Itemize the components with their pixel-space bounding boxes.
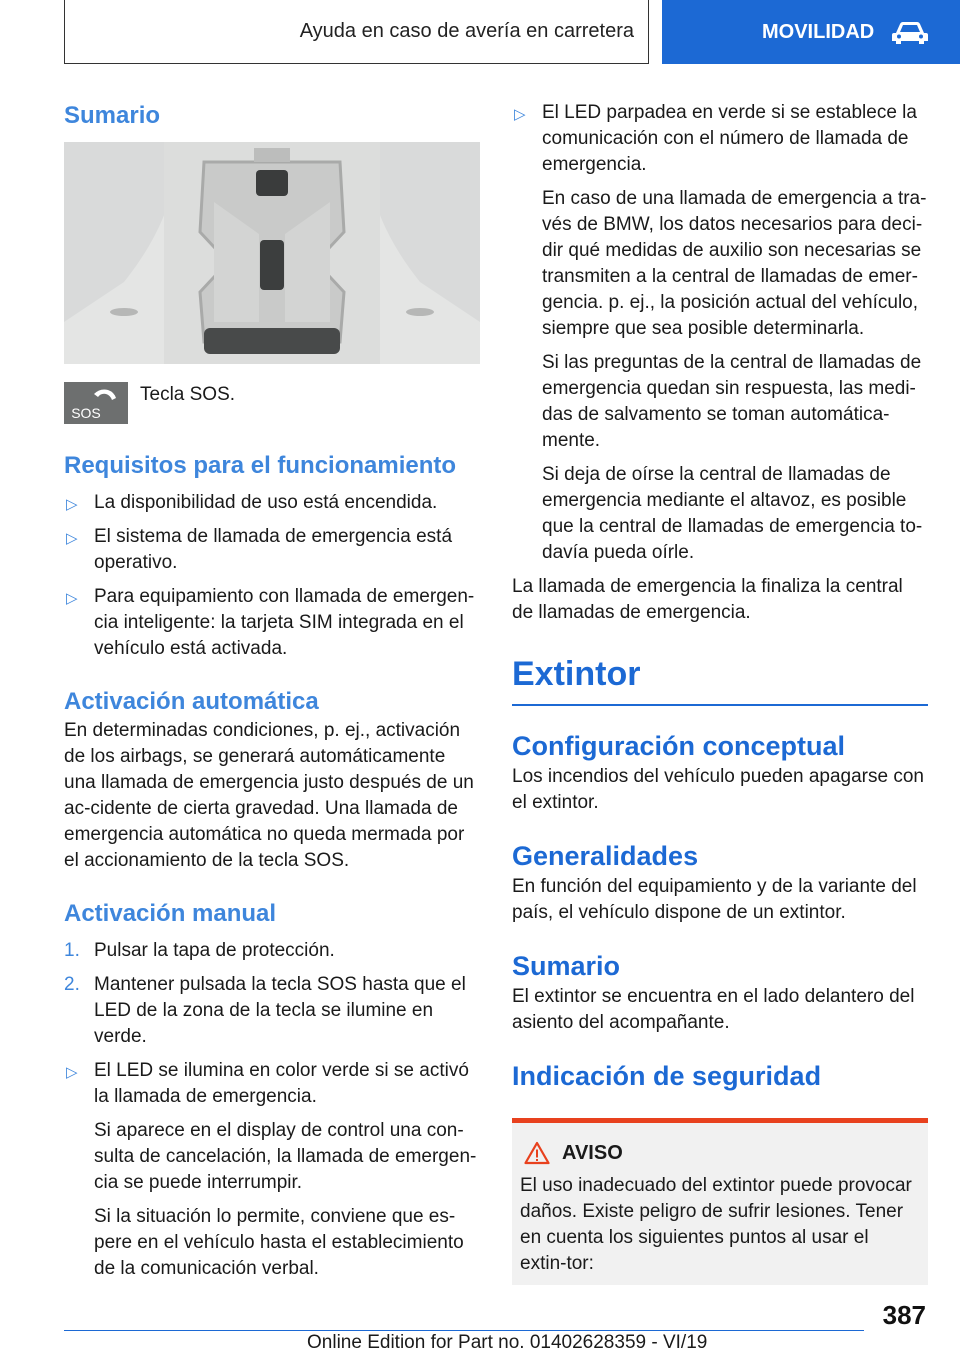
list-item: ▷ El sistema de llamada de emergencia está operativo.: [66, 526, 453, 573]
led-paragraph-2: Si la situación lo permite, conviene que es-pere en el vehículo hasta el establecimiento de la comunicación verbal.: [94, 1206, 464, 1279]
sos-icon-label: SOS: [71, 405, 101, 421]
header-section-box: [64, 0, 649, 64]
triangle-bullet-icon: ▷: [66, 496, 78, 513]
header-section-title: Ayuda en caso de avería en carretera: [299, 20, 634, 42]
concept-text: Los incendios del vehículo pueden apagarse con el extintor.: [512, 766, 924, 813]
list-item: 2. Mantener pulsada la tecla SOS hasta que el LED de la zona de la tecla se ilumine en verde.: [64, 974, 466, 1047]
blink-list: [512, 100, 928, 566]
car-icon: [890, 19, 930, 45]
sumario-heading: Sumario: [64, 102, 161, 129]
edition-text: Online Edition for Part no. 01402628359 - VI/19: [307, 1332, 708, 1353]
general-heading: Generalidades: [512, 841, 699, 871]
section-divider: [512, 704, 928, 706]
manual-activation-heading: Activación manual: [64, 900, 277, 927]
sos-legend: [64, 382, 480, 424]
list-item: ▷ La disponibilidad de uso está encendida.: [64, 490, 480, 516]
general-text: En función del equipamiento y de la variante del país, el vehículo dispone de un extintor.: [512, 876, 917, 923]
manual-steps: [64, 938, 480, 1050]
blink-paragraph-1: En caso de una llamada de emergencia a tra-vés de BMW, los datos necesarios para deci-dir qué medidas de auxilio son necesarias se transmiten a la central de llamadas de emer-gencia. p. ej., la posición actual del vehículo, siempre que sea posible determinarla.: [542, 188, 927, 339]
list-item: ▷ El LED parpadea en verde si se establece la comunicación con el número de llamada de emergencia. En caso de una llamada de emergencia a tra-vés de BMW, los datos necesarios para deci-dir qué medidas de auxilio son necesarias se transmiten a la central de llamadas de emer-gencia. p. ej., la posición actual del vehículo, siempre que sea posible determinarla. Si las preguntas de la central de llamadas de emergencia quedan sin respuesta, las medi-das de salvamento se toman automática-mente. Si deja de oírse la central de llamadas de emergencia mediante el altavoz, es posible que la central de llamadas de emergencia to-davía pueda oírle.: [512, 100, 928, 566]
header-chapter-title: MOVILIDAD: [762, 20, 875, 43]
list-item: ▷ Para equipamiento con llamada de emergen-cia inteligente: la tarjeta SIM integrada en el vehículo está activada.: [66, 586, 475, 659]
list-item: 1. Pulsar la tapa de protección.: [64, 940, 335, 961]
sos-caption: Tecla SOS.: [140, 384, 236, 405]
right-column: [512, 100, 928, 1285]
footer-rule: [64, 1330, 864, 1331]
warning-label: AVISO: [562, 1141, 623, 1164]
auto-activation-text: En determinadas condiciones, p. ej., activación de los airbags, se generará automáticamente una llamada de emergencia justo después de un ac-cidente de cierta gravedad. Una llamada de emergencia automática no queda mermada por el accionamiento de la tecla SOS.: [64, 720, 474, 871]
triangle-bullet-icon: ▷: [514, 106, 526, 123]
extintor-sumario-heading: Sumario: [512, 951, 621, 981]
extintor-heading: Extintor: [512, 655, 641, 693]
header-chapter-tab: [662, 0, 960, 64]
sos-button-icon: [64, 382, 128, 424]
led-paragraph-1: Si aparece en el display de control una con-sulta de cancelación, la llamada de emergen-cia se puede interrumpir.: [94, 1120, 477, 1193]
warning-header: [520, 1141, 920, 1165]
warning-box: [512, 1118, 928, 1285]
led-list: [64, 1058, 480, 1282]
requirements-list: [64, 490, 480, 662]
list-item: ▷ El LED se ilumina en color verde si se activó la llamada de emergencia. Si aparece en el display de control una con-sulta de cancelación, la llamada de emergen-cia se puede interrumpir. Si la situación lo permite, conviene que es-pere en el vehículo hasta el establecimiento de la comunicación verbal.: [64, 1058, 480, 1282]
warning-triangle-icon: [524, 1141, 550, 1165]
extintor-sumario-text: El extintor se encuentra en el lado delantero del asiento del acompañante.: [512, 986, 915, 1033]
auto-activation-heading: Activación automática: [64, 688, 319, 715]
page-number: 387: [882, 1300, 926, 1330]
blink-paragraph-2: Si las preguntas de la central de llamadas de emergencia quedan sin respuesta, las medi-das de salvamento se toman automática-mente.: [542, 352, 922, 451]
overhead-console-photo: [64, 142, 480, 364]
triangle-bullet-icon: ▷: [66, 590, 78, 607]
end-call-text: La llamada de emergencia la finaliza la central de llamadas de emergencia.: [512, 576, 903, 623]
warning-text: El uso inadecuado del extintor puede provocar daños. Existe peligro de sufrir lesiones. Tener en cuenta los siguientes puntos al usar el extin-tor:: [520, 1175, 912, 1274]
concept-heading: Configuración conceptual: [512, 731, 846, 761]
requirements-heading: Requisitos para el funcionamiento: [64, 452, 457, 479]
left-column: [64, 100, 480, 1282]
safety-heading: Indicación de seguridad: [512, 1061, 822, 1091]
triangle-bullet-icon: ▷: [66, 1064, 78, 1081]
triangle-bullet-icon: ▷: [66, 530, 78, 547]
blink-paragraph-3: Si deja de oírse la central de llamadas de emergencia mediante el altavoz, es posible que la central de llamadas de emergencia to-davía pueda oírle.: [542, 464, 923, 563]
